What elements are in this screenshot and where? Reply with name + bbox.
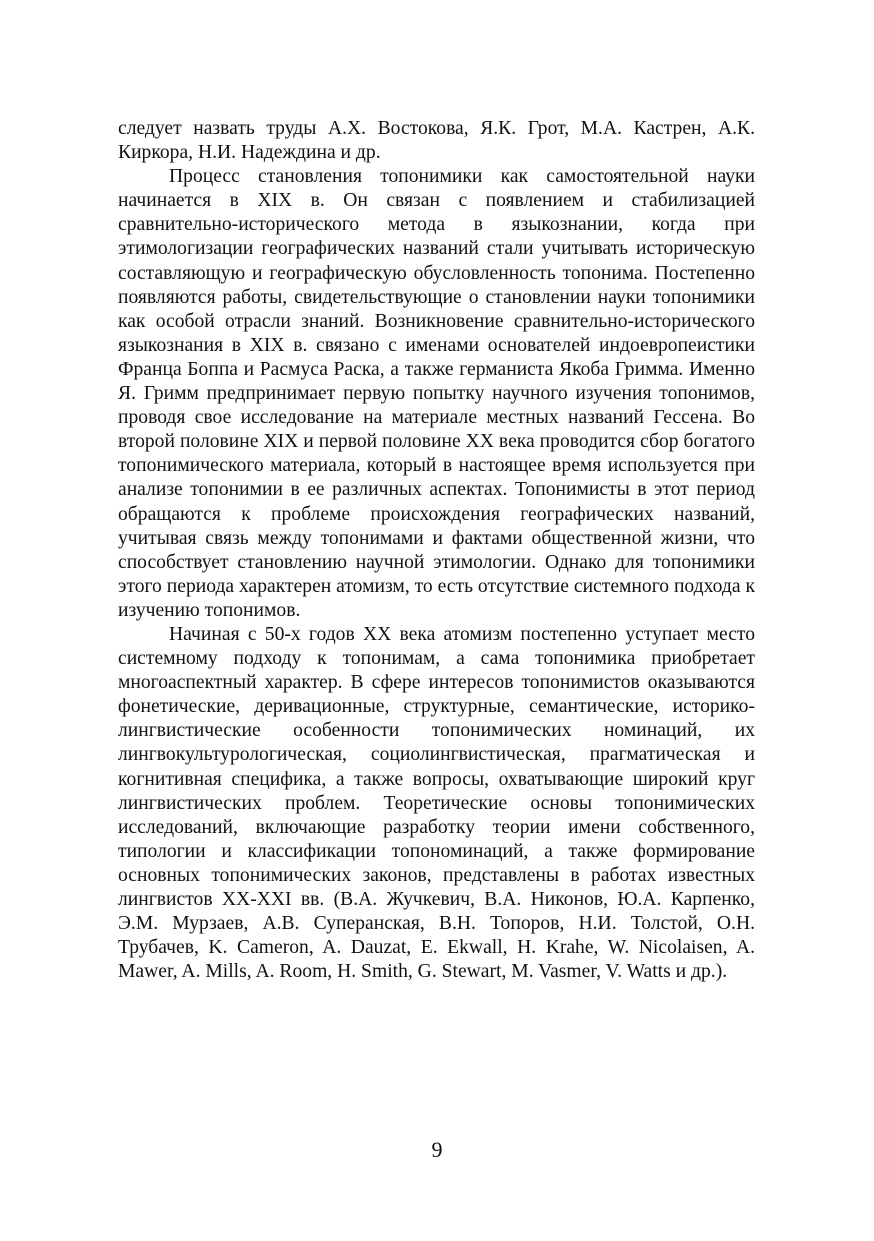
paragraph-continuation: следует назвать труды А.Х. Востокова, Я.К. Грот, М.А. Кастрен, А.К. Киркора, Н.И. Надеждина и др. bbox=[118, 118, 755, 164]
paragraph-systemic-approach: Начиная с 50-х годов XX века атомизм постепенно уступает место системному подходу к топонимам, а сама топонимика приобретает многоаспектный характер. В сфере интересов топонимистов оказываются фонетические, деривационные, структурные, семантические, историко-лингвистические особенности топонимических номинаций, их лингвокультурологическая, социолингвистическая, прагматическая и когнитивная специфика, а также вопросы, охватывающие широкий круг лингвистических проблем. Теоретические основы топонимических исследований, включающие разработку теории имени собственного, типологии и классификации топономинаций, а также формирование основных топонимических законов, представлены в работах известных лингвистов XX-XXI вв. (В.А. Жучкевич, В.А. Никонов, Ю.А. Карпенко, Э.М. Мурзаев, А.В. Суперанская, В.Н. Топоров, Н.И. Толстой, О.Н. Трубачев, K. Cameron, A. Dauzat, E. Ekwall, H. Krahe, W. Nicolaisen, A. Mawer, A. Mills, A. Room, H. Smith, G. Stewart, M. Vasmer, V. Watts и др.). bbox=[118, 623, 755, 983]
paragraph-toponymics-formation: Процесс становления топонимики как самостоятельной науки начинается в XIX в. Он связан с появлением и стабилизацией сравнительно-исторического метода в языкознании, когда при этимологизации географических названий стали учитывать историческую составляющую и географическую обусловленность топонима. Постепенно появляются работы, свидетельствующие о становлении науки топонимики как особой отрасли знаний. Возникновение сравнительно-исторического языкознания в XIX в. связано с именами основателей индоевропеистики Франца Боппа и Расмуса Раска, а также германиста Якоба Гримма. Именно Я. Гримм предпринимает первую попытку научного изучения топонимов, проводя свое исследование на материале местных названий Гессена. Во второй половине XIX и первой половине XX века проводится сбор богатого топонимического материала, который в настоящее время используется при анализе топонимии в ее различных аспектах. Топонимисты в этот период обращаются к проблеме происхождения географических названий, учитывая связь между топонимами и фактами общественной жизни, что способствует становлению научной этимологии. Однако для топонимики этого периода характерен атомизм, то есть отсутствие системного подхода к изучению топонимов. bbox=[118, 166, 755, 621]
page-body bbox=[118, 117, 755, 984]
page-number: 9 bbox=[431, 1137, 443, 1162]
